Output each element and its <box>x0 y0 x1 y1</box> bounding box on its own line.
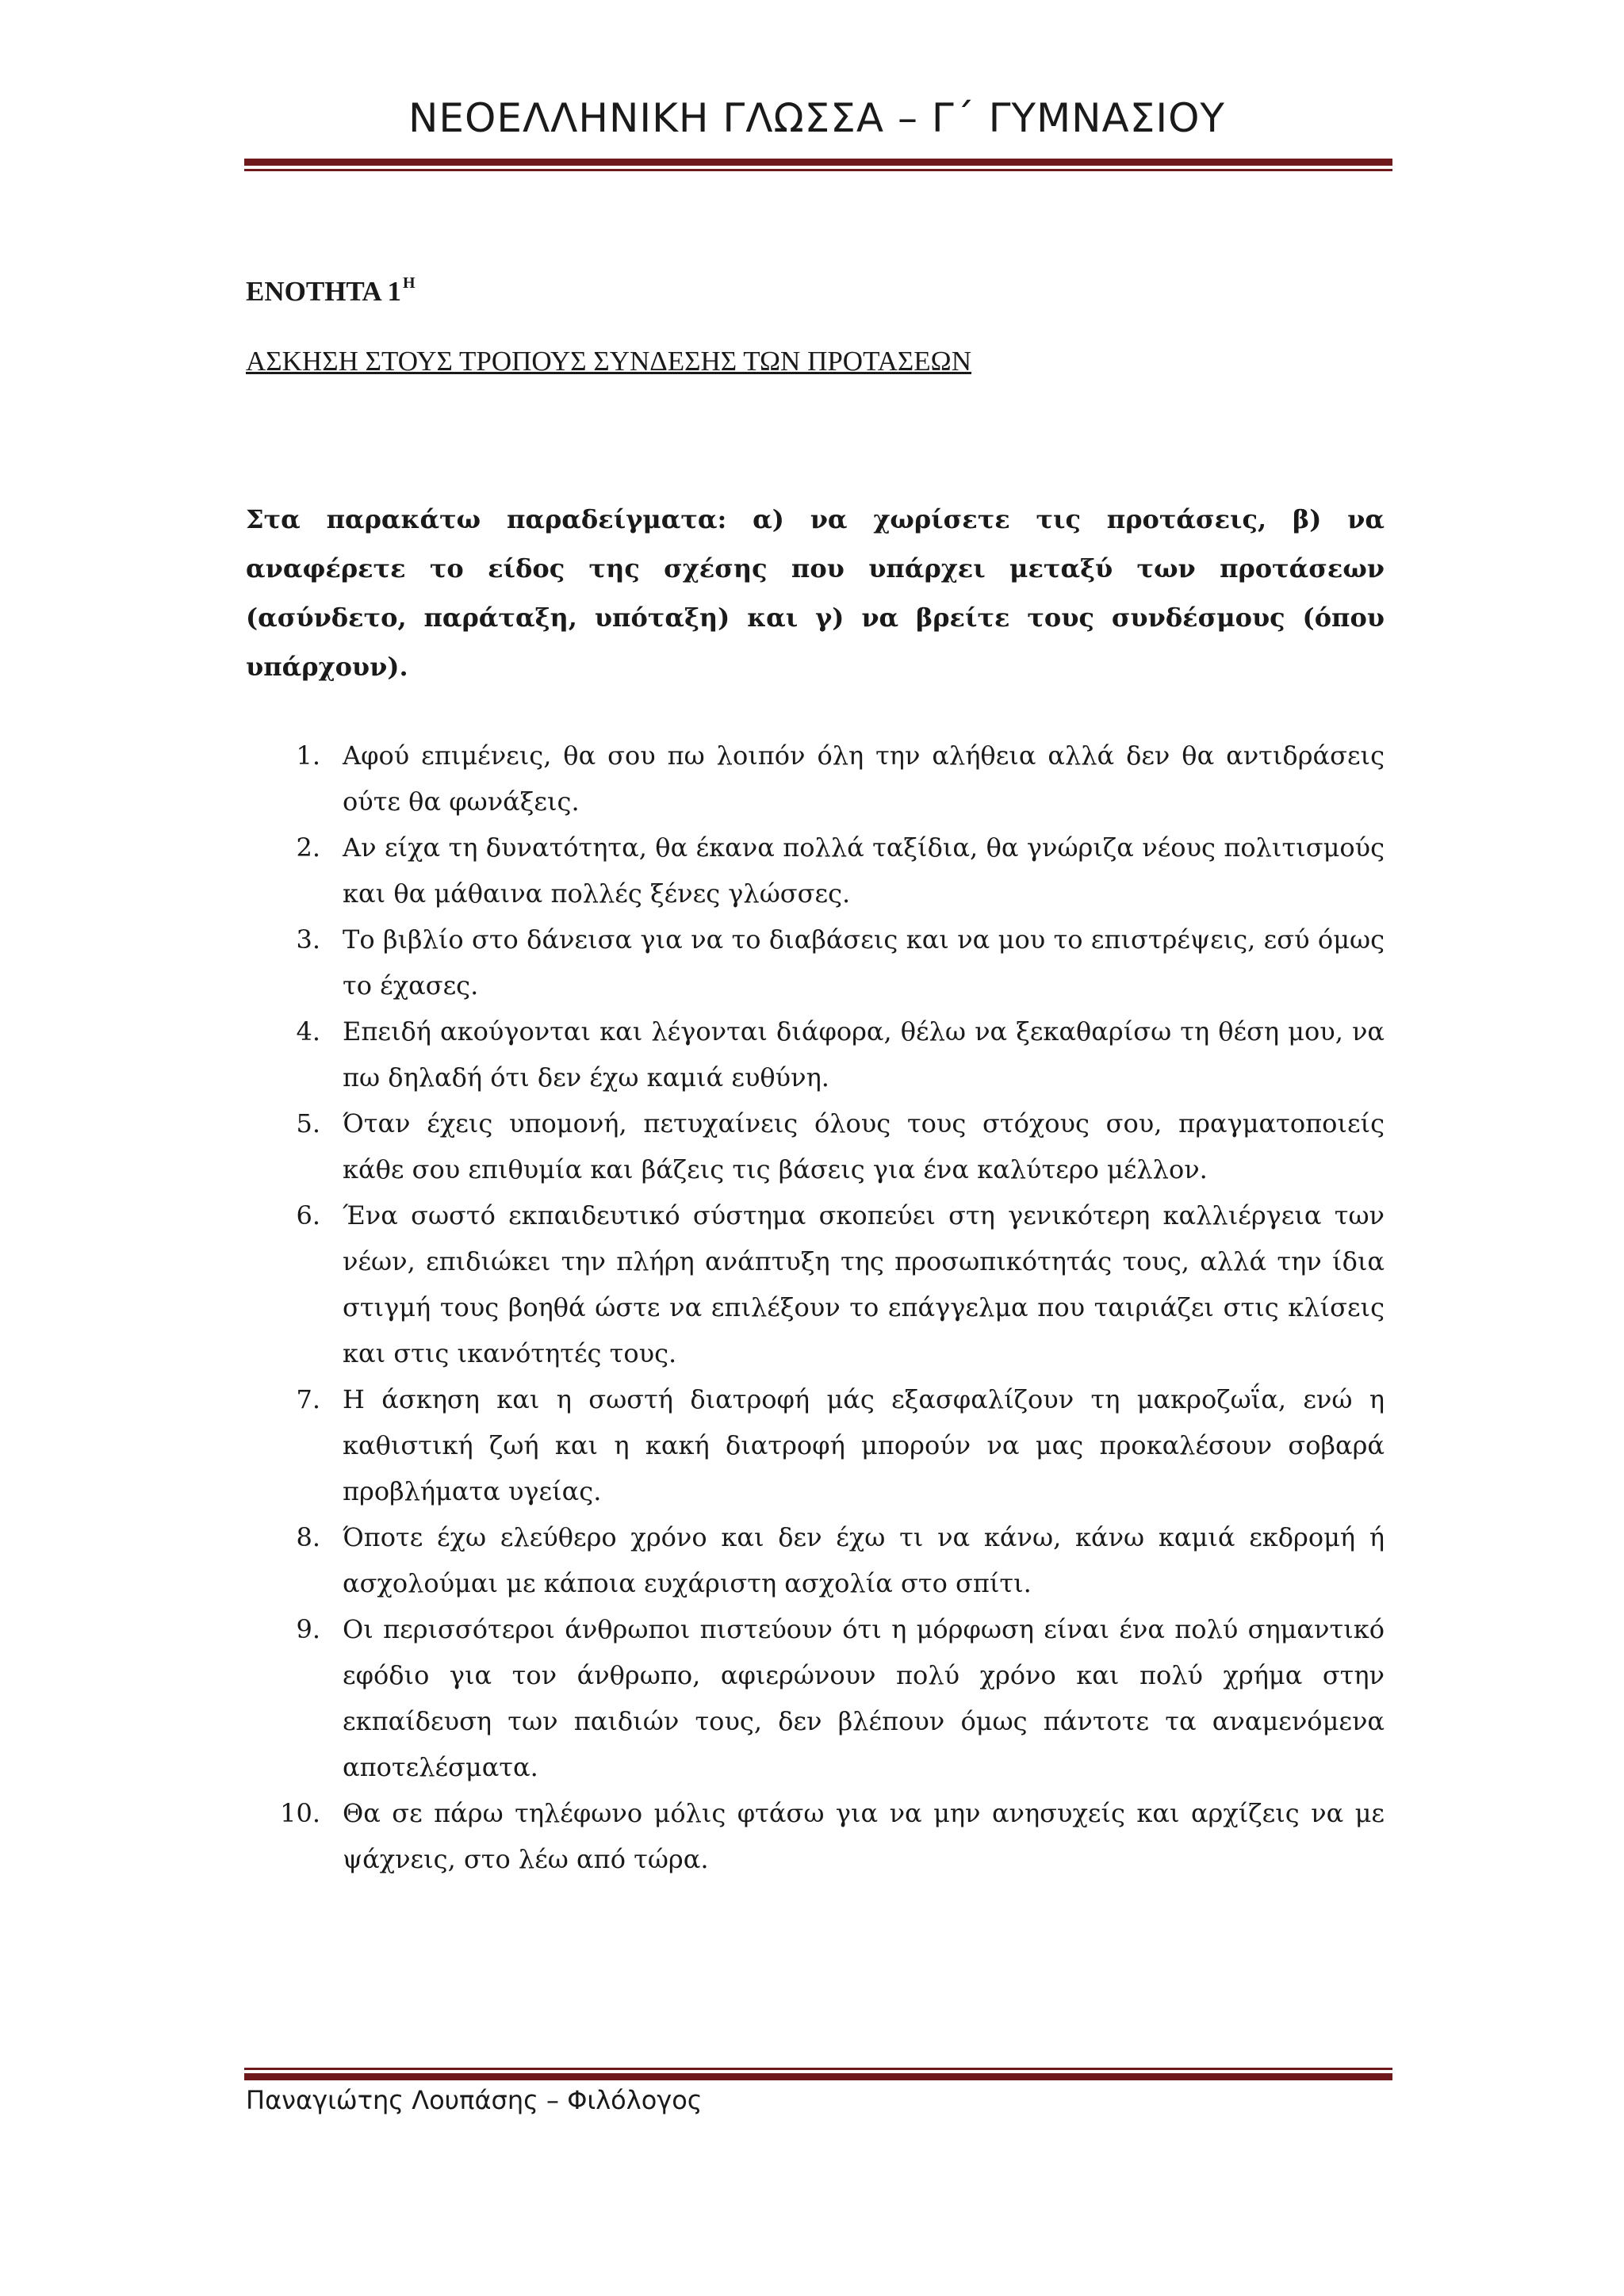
header-rule-thin <box>244 169 1392 171</box>
exercise-list <box>246 733 1385 1882</box>
header-rule-thick <box>244 159 1392 166</box>
item-text: Ένα σωστό εκπαιδευτικό σύστημα σκοπεύει στη γενικότερη καλλιέργεια των νέων, επιδιώκει την πλήρη ανάπτυξη της προσωπικότητάς τους, αλλά την ίδια στιγμή τους βοηθά ώστε να επιλέξουν το επάγγελμα που ταιριάζει στις κλίσεις και στις ικανότητές τους. <box>343 1200 1385 1368</box>
item-text: Όποτε έχω ελεύθερο χρόνο και δεν έχω τι να κάνω, κάνω καμιά εκδρομή ή ασχολούμαι με κάποια ευχάριστη ασχολία στο σπίτι. <box>343 1522 1385 1598</box>
item-text: Η άσκηση και η σωστή διατροφή μάς εξασφαλίζουν τη μακροζωΐα, ενώ η καθιστική ζωή και η κακή διατροφή μπορούν να μας προκαλέσουν σοβαρά προβλήματα υγείας. <box>343 1384 1385 1506</box>
item-number: 7. <box>296 1384 320 1414</box>
list-item <box>246 916 1385 1008</box>
list-item <box>246 1606 1385 1790</box>
list-item <box>246 1790 1385 1882</box>
item-number: 6. <box>296 1200 320 1230</box>
footer-rule-thin <box>244 2068 1392 2070</box>
list-item <box>246 1192 1385 1376</box>
item-number: 1. <box>296 740 320 771</box>
list-item <box>246 733 1385 825</box>
instructions-paragraph: Στα παρακάτω παραδείγματα: α) να χωρίσετε τις προτάσεις, β) να αναφέρετε το είδος της σχέσης που υπάρχει μεταξύ των προτάσεων (ασύνδετο, παράταξη, υπόταξη) και γ) να βρείτε τους συνδέσμους (όπου υπάρχουν). <box>246 504 1385 682</box>
item-number: 2. <box>296 832 320 863</box>
item-number: 3. <box>296 924 320 955</box>
header-rule <box>244 159 1392 171</box>
item-text: Αν είχα τη δυνατότητα, θα έκανα πολλά ταξίδια, θα γνώριζα νέους πολιτισμούς και θα μάθαινα πολλές ξένες γλώσσες. <box>343 832 1385 909</box>
footer-author: Παναγιώτης Λουπάσης – Φιλόλογος <box>246 2085 703 2115</box>
item-text: Το βιβλίο στο δάνεισα για να το διαβάσεις και να μου το επιστρέψεις, εσύ όμως το έχασες. <box>343 924 1385 1001</box>
item-number: 4. <box>296 1016 320 1047</box>
footer-rule <box>244 2068 1392 2080</box>
item-text: Όταν έχεις υπομονή, πετυχαίνεις όλους τους στόχους σου, πραγματοποιείς κάθε σου επιθυμία και βάζεις τις βάσεις για ένα καλύτερο μέλλον. <box>343 1108 1385 1184</box>
item-number: 5. <box>296 1108 320 1138</box>
item-text: Οι περισσότεροι άνθρωποι πιστεύουν ότι η μόρφωση είναι ένα πολύ σημαντικό εφόδιο για τον άνθρωπο, αφιερώνουν πολύ χρόνο και πολύ χρήμα στην εκπαίδευση των παιδιών τους, δεν βλέπουν όμως πάντοτε τα αναμενόμενα αποτελέσματα. <box>343 1614 1385 1782</box>
section-title-superscript: Η <box>402 274 416 292</box>
list-item <box>246 1376 1385 1514</box>
item-text: Θα σε πάρω τηλέφωνο μόλις φτάσω για να μην ανησυχείς και αρχίζεις να με ψάχνεις, στο λέω από τώρα. <box>343 1798 1385 1874</box>
item-number: 8. <box>296 1522 320 1552</box>
list-item <box>246 1100 1385 1192</box>
list-item <box>246 1514 1385 1606</box>
item-text: Επειδή ακούγονται και λέγονται διάφορα, θέλω να ξεκαθαρίσω τη θέση μου, να πω δηλαδή ότι δεν έχω καμιά ευθύνη. <box>343 1016 1385 1093</box>
item-number: 10. <box>280 1798 320 1828</box>
item-text: Αφού επιμένεις, θα σου πω λοιπόν όλη την αλήθεια αλλά δεν θα αντιδράσεις ούτε θα φωνάξεις. <box>343 740 1385 817</box>
page-header-title: ΝΕΟΕΛΛΗΝΙΚΗ ΓΛΩΣΣΑ – Γ΄ ΓΥΜΝΑΣΙΟΥ <box>408 95 1225 141</box>
section-title <box>246 274 416 308</box>
section-title-text: ΕΝΟΤΗΤΑ 1 <box>246 276 401 307</box>
list-item <box>246 825 1385 916</box>
footer-rule-thick <box>244 2073 1392 2080</box>
list-item <box>246 1008 1385 1100</box>
exercise-title: ΑΣΚΗΣΗ ΣΤΟΥΣ ΤΡΟΠΟΥΣ ΣΥΝΔΕΣΗΣ ΤΩΝ ΠΡΟΤΑΣΕΩΝ <box>246 346 971 377</box>
item-number: 9. <box>296 1614 320 1644</box>
